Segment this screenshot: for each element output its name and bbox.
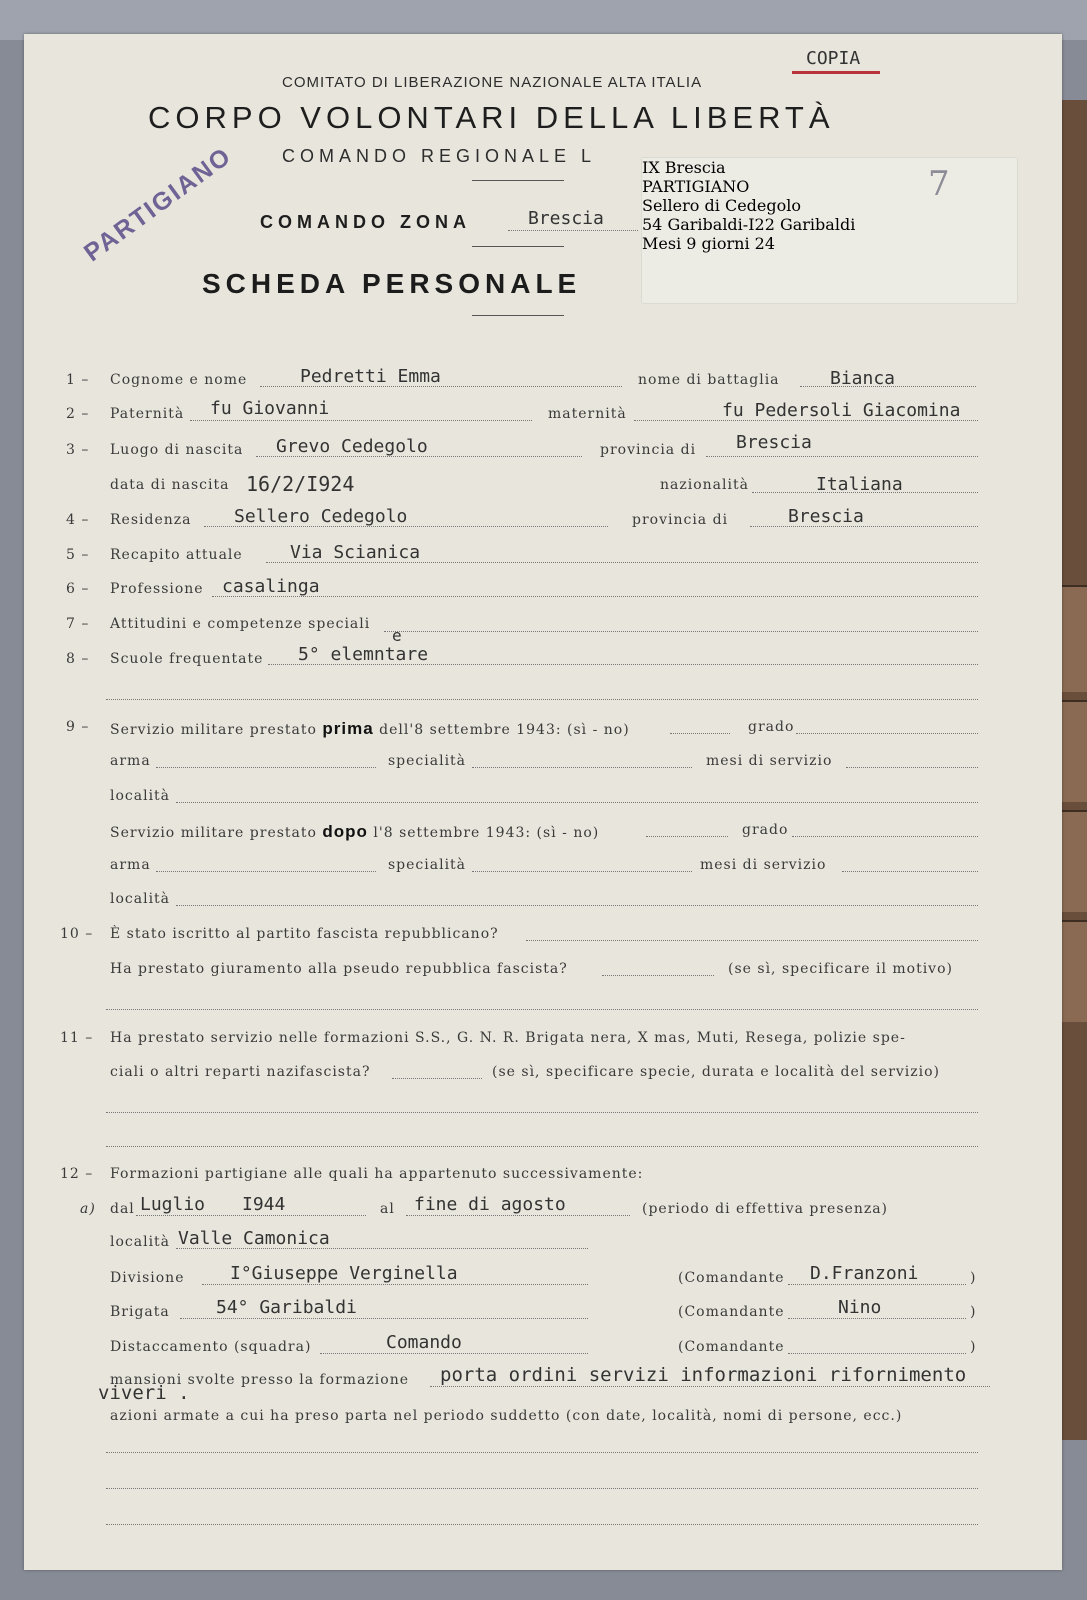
comandante-value: D.Franzoni (810, 1263, 919, 1284)
dotline (136, 1215, 366, 1216)
recapito-value: Via Scianica (290, 542, 421, 563)
specialita-label: specialità (388, 857, 467, 873)
dotline (788, 1284, 966, 1285)
provincia2-value: Brescia (788, 506, 864, 527)
azioni-label: azioni armate a cui ha preso parta nel periodo suddetto (con date, località, nomi di persone, ecc.) (110, 1408, 903, 1424)
mansioni-value: porta ordini servizi informazioni rifornimento (440, 1364, 967, 1386)
num: 10 – (60, 926, 94, 942)
dotline (788, 1353, 966, 1354)
dotline (176, 802, 978, 803)
dotline (430, 1386, 990, 1387)
num: 6 – (66, 581, 90, 597)
dal-label: dal (110, 1201, 135, 1217)
localita-value: Valle Camonica (178, 1228, 330, 1249)
al-label: al (380, 1201, 395, 1217)
slip-line: Mesi 9 giorni 24 (642, 234, 776, 253)
distaccamento-label: Distaccamento (squadra) (110, 1339, 312, 1355)
provincia-label: provincia di (600, 442, 697, 458)
data-value: 16/2/I924 (246, 472, 355, 496)
num: 4 – (66, 512, 90, 528)
dotline (406, 1215, 630, 1216)
dotline (788, 1318, 966, 1319)
arma-label: arma (110, 753, 151, 769)
residenza-label: Residenza (110, 512, 192, 528)
al-value: fine di agosto (414, 1194, 566, 1215)
cognome-label: Cognome e nome (110, 372, 248, 388)
oath-note: (se sì, specificare il motivo) (728, 961, 953, 977)
form-sheet (24, 34, 1062, 1570)
grado-label: grado (742, 822, 789, 838)
mesi-label: mesi di servizio (700, 857, 827, 873)
partigiano-stamp: PARTIGIANO (78, 141, 238, 268)
binder-tab (1062, 585, 1087, 692)
mansioni-label: mansioni svolte presso la formazione (110, 1372, 410, 1388)
localita-label: località (110, 891, 171, 907)
scuole-value: 5° elemntare (298, 644, 429, 665)
num: 3 – (66, 442, 90, 458)
formations-note: (se sì, specificare specie, durata e località del servizio) (492, 1064, 941, 1080)
corps-header: CORPO VOLONTARI DELLA LIBERTÀ (148, 100, 835, 135)
dotline (266, 562, 978, 563)
scuole-insert: e (392, 626, 402, 645)
dotline (526, 940, 978, 941)
committee-header: COMITATO DI LIBERAZIONE NAZIONALE ALTA ITALIA (282, 74, 703, 91)
comandante-label: (Comandante (678, 1339, 785, 1355)
formations-question-cont: ciali o altri reparti nazifascista? (110, 1064, 371, 1080)
periodo-note: (periodo di effettiva presenza) (642, 1201, 889, 1217)
zone-value: Brescia (528, 208, 604, 229)
copia-underline (792, 71, 880, 74)
paternita-label: Paternità (110, 406, 185, 422)
num: 7 – (66, 616, 90, 632)
luogo-value: Grevo Cedegolo (276, 436, 428, 457)
num: 1 – (66, 372, 90, 388)
formations-question: Ha prestato servizio nelle formazioni S.S., G. N. R. Brigata nera, X mas, Muti, Resega, polizie spe- (110, 1030, 906, 1046)
copia-label: COPIA (806, 48, 861, 69)
dotline (176, 1248, 588, 1249)
brigata-label: Brigata (110, 1304, 170, 1320)
dotline (752, 492, 978, 493)
dotline (106, 1524, 978, 1525)
dotline (472, 871, 692, 872)
dotline (106, 1009, 978, 1010)
dotline (106, 699, 978, 700)
dotline (670, 733, 730, 734)
grado-label: grado (748, 719, 795, 735)
num: 8 – (66, 651, 90, 667)
slip-line: PARTIGIANO (642, 177, 750, 196)
divider (472, 180, 564, 181)
dotline (384, 631, 978, 632)
professione-value: casalinga (222, 576, 320, 597)
num: 11 – (60, 1030, 94, 1046)
mesi-label: mesi di servizio (706, 753, 833, 769)
recapito-label: Recapito attuale (110, 547, 243, 563)
slip-line: 54 Garibaldi-I22 Garibaldi (642, 215, 856, 234)
dopo-question: Servizio militare prestato dopo l'8 settembre 1943: (sì - no) (110, 822, 600, 841)
dotline (190, 420, 532, 421)
num: 9 – (66, 719, 90, 735)
close-paren: ) (970, 1304, 977, 1320)
dotline (106, 1452, 978, 1453)
comandante-label: (Comandante (678, 1304, 785, 1320)
maternita-label: maternità (548, 406, 627, 422)
dotline (260, 386, 622, 387)
provincia-value: Brescia (736, 432, 812, 453)
dal-year: I944 (242, 1194, 286, 1215)
localita-label: località (110, 1234, 171, 1250)
num: 12 – (60, 1166, 94, 1182)
form-title: SCHEDA PERSONALE (202, 268, 582, 299)
arma-label: arma (110, 857, 151, 873)
dotline (842, 871, 978, 872)
mansioni-cont: viveri . (98, 1382, 190, 1404)
dotline (202, 1284, 588, 1285)
cognome-value: Pedretti Emma (300, 366, 441, 387)
attitudini-label: Attitudini e competenze speciali (110, 616, 371, 632)
binder-tab (1062, 920, 1087, 1022)
comandante-label: (Comandante (678, 1270, 785, 1286)
comandante-value: Nino (838, 1297, 882, 1318)
specialita-label: specialità (388, 753, 467, 769)
oath-question: Ha prestato giuramento alla pseudo repubblica fascista? (110, 961, 568, 977)
dotline (268, 664, 978, 665)
close-paren: ) (970, 1339, 977, 1355)
dotline (472, 767, 692, 768)
dotline (176, 905, 978, 906)
dotline (792, 836, 978, 837)
formations-intro: Formazioni partigiane alle quali ha appartenuto successivamente: (110, 1166, 644, 1182)
pencil-mark: 7 (928, 164, 950, 204)
zone-label: COMANDO ZONA (260, 212, 471, 232)
brigata-value: 54° Garibaldi (216, 1297, 357, 1318)
dotline (204, 526, 608, 527)
dotline (602, 975, 714, 976)
dotline (156, 767, 376, 768)
dotline (796, 733, 978, 734)
residenza-value: Sellero Cedegolo (234, 506, 408, 527)
divider (472, 315, 564, 316)
maternita-value: fu Pedersoli Giacomina (722, 400, 961, 421)
dotline (706, 456, 978, 457)
dotline (106, 1488, 978, 1489)
dal-month: Luglio (140, 1194, 206, 1215)
dotline (180, 1318, 588, 1319)
close-paren: ) (970, 1270, 977, 1286)
luogo-label: Luogo di nascita (110, 442, 244, 458)
binder-tab (1062, 700, 1087, 802)
dotline (392, 1078, 482, 1079)
dotline (646, 836, 728, 837)
dotline (320, 1353, 588, 1354)
typed-slip-text (642, 158, 1017, 303)
localita-label: località (110, 788, 171, 804)
data-label: data di nascita (110, 477, 230, 493)
slip-line: IX Brescia (642, 158, 726, 177)
professione-label: Professione (110, 581, 204, 597)
dotline (106, 1112, 978, 1113)
regional-header: COMANDO REGIONALE L (282, 146, 597, 166)
scuole-label: Scuole frequentate (110, 651, 264, 667)
num: 5 – (66, 547, 90, 563)
dotline (800, 386, 976, 387)
paternita-value: fu Giovanni (210, 398, 330, 419)
divider (472, 246, 564, 247)
item-a: a) (80, 1201, 96, 1217)
dotline (256, 456, 582, 457)
dotline (750, 526, 978, 527)
zone-dotline (508, 230, 638, 231)
dotline (634, 420, 978, 421)
fascist-party-question: È stato iscritto al partito fascista repubblicano? (110, 926, 499, 942)
nazionalita-label: nazionalità (660, 477, 749, 493)
provincia2-label: provincia di (632, 512, 729, 528)
nazionalita-value: Italiana (816, 474, 903, 495)
dotline (106, 1146, 978, 1147)
binder-tab (1062, 810, 1087, 912)
divisione-label: Divisione (110, 1270, 185, 1286)
distaccamento-value: Comando (386, 1332, 462, 1353)
dotline (156, 871, 376, 872)
battaglia-label: nome di battaglia (638, 372, 780, 388)
prima-question: Servizio militare prestato prima dell'8 settembre 1943: (sì - no) (110, 719, 630, 738)
slip-line: Sellero di Cedegolo (642, 196, 801, 215)
battaglia-value: Bianca (830, 368, 896, 389)
divisione-value: I°Giuseppe Verginella (230, 1263, 458, 1284)
num: 2 – (66, 406, 90, 422)
dotline (212, 596, 978, 597)
dotline (846, 767, 978, 768)
binder-spine (1062, 100, 1087, 1440)
